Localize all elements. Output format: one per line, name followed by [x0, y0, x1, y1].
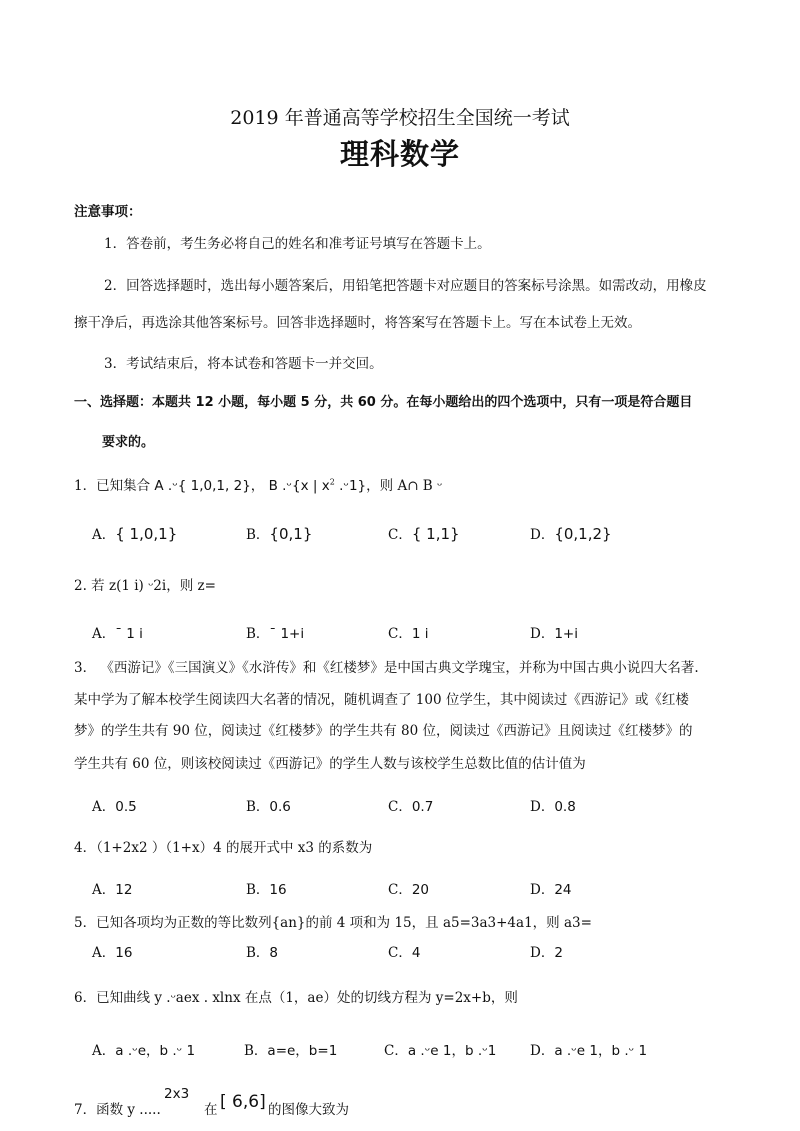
- q1-option-d: D．{0,1,2}: [530, 525, 612, 543]
- q1-option-b: B．{0,1}: [246, 525, 313, 543]
- q1-exponent: 2: [329, 477, 335, 487]
- section-1-heading: 一、选择题：本题共 12 小题，每小题 5 分，共 60 分。在每小题给出的四个选项中，只有一项是符合题目: [74, 395, 693, 410]
- q1-option-c: C．{ 1,1}: [388, 525, 460, 543]
- q6-option-a: A．a .ᵕe，b .ᵕ 1: [92, 1043, 196, 1059]
- q7-prefix: 7．函数 y .....: [74, 1102, 161, 1118]
- question-3-line-4: 学生共有 60 位，则该校阅读过《西游记》的学生人数与该校学生总数比值的估计值为: [74, 756, 586, 772]
- q7-fraction-numerator: 2x3: [164, 1086, 190, 1102]
- q1-option-b-value: {0,1}: [269, 525, 313, 543]
- q3-option-a: A．0.5: [92, 799, 137, 815]
- q2-option-a-value: ˉ 1 i: [115, 626, 143, 642]
- exam-title: 2019 年普通高等学校招生全国统一考试: [230, 107, 570, 129]
- note-2-line-1: 2．回答选择题时，选出每小题答案后，用铅笔把答题卡对应题目的答案标号涂黑。如需改动，用橡皮: [104, 278, 707, 294]
- q4-option-b: B．16: [246, 882, 287, 898]
- q2-option-a: A．ˉ 1 i: [92, 626, 143, 642]
- q6-option-c: C．a .ᵕe 1，b .ᵕ1: [384, 1043, 497, 1059]
- q2-option-b-value: ˉ 1+i: [269, 626, 305, 642]
- q7-mid: 在: [204, 1102, 218, 1118]
- q2-option-b: B．ˉ 1+i: [246, 626, 305, 642]
- question-7: [74, 1098, 161, 1118]
- question-2: 2. 若 z(1 i) ᵕ2i，则 z=: [74, 578, 216, 594]
- q1-option-a: A．{ 1,0,1}: [92, 525, 178, 543]
- q5-option-b: B．8: [246, 945, 279, 961]
- question-5: 5．已知各项均为正数的等比数列{an}的前 4 项和为 15，且 a5=3a3+4a1，则 a3=: [74, 915, 592, 931]
- q2-option-d: D．1+i: [530, 626, 578, 642]
- q4-option-c: C．20: [388, 882, 430, 898]
- note-1: 1．答卷前，考生务必将自己的姓名和准考证号填写在答题卡上。: [104, 236, 491, 252]
- notes-heading: 注意事项：: [74, 204, 142, 220]
- question-1: [74, 474, 442, 494]
- q6-option-d: D．a .ᵕe 1，b .ᵕ 1: [530, 1043, 648, 1059]
- note-3: 3．考试结束后，将本试卷和答题卡一并交回。: [104, 356, 383, 372]
- q6-option-b: B．a=e，b=1: [244, 1043, 338, 1059]
- q7-tail: 的图像大致为: [268, 1102, 349, 1118]
- q1-tail: ，则 A∩ B ᵕ: [366, 478, 443, 494]
- q1-option-a-value: { 1,0,1}: [115, 525, 178, 543]
- q1-number: 1．已知集合: [74, 478, 151, 494]
- q2-option-c: C．1 i: [388, 626, 429, 642]
- section-1-heading-cont: 要求的。: [102, 435, 155, 450]
- q5-option-a: A．16: [92, 945, 133, 961]
- q1-option-d-value: {0,1,2}: [554, 525, 612, 543]
- q3-option-c: C．0.7: [388, 799, 434, 815]
- question-4: 4．（1+2x2 ）（1+x）4 的展开式中 x3 的系数为: [74, 840, 373, 856]
- question-3-line-2: 某中学为了解本校学生阅读四大名著的情况，随机调查了 100 位学生，其中阅读过《西游记》或《红楼: [74, 692, 689, 708]
- question-3-line-3: 梦》的学生共有 90 位，阅读过《红楼梦》的学生共有 80 位，阅读过《西游记》且阅读过《红楼梦》的: [74, 723, 693, 739]
- q2-option-d-value: 1+i: [554, 626, 578, 642]
- q1-expression-2: .ᵕ1}: [334, 478, 367, 494]
- q3-option-d: D．0.8: [530, 799, 576, 815]
- q5-option-d: D．2: [530, 945, 563, 961]
- q5-option-c: C．4: [388, 945, 421, 961]
- q4-option-a: A．12: [92, 882, 133, 898]
- note-2-line-2: 擦干净后，再选涂其他答案标号。回答非选择题时，将答案写在答题卡上。写在本试卷上无效。: [74, 315, 641, 331]
- exam-subject: 理科数学: [339, 137, 460, 171]
- q2-option-c-value: 1 i: [411, 626, 429, 642]
- question-6: 6．已知曲线 y .ᵕaex . xlnx 在点（1，ae）处的切线方程为 y=2x+b，则: [74, 990, 518, 1006]
- q7-interval: [ 6,6]: [220, 1092, 266, 1112]
- question-3-line-1: 3． 《西游记》《三国演义》《水浒传》和《红楼梦》是中国古典文学瑰宝，并称为中国古典小说四大名著.: [74, 660, 699, 676]
- q1-expression: A .ᵕ{ 1,0,1, 2}， B .ᵕ{x | x: [154, 478, 330, 494]
- q4-option-d: D．24: [530, 882, 572, 898]
- q3-option-b: B．0.6: [246, 799, 291, 815]
- q1-option-c-value: { 1,1}: [411, 525, 460, 543]
